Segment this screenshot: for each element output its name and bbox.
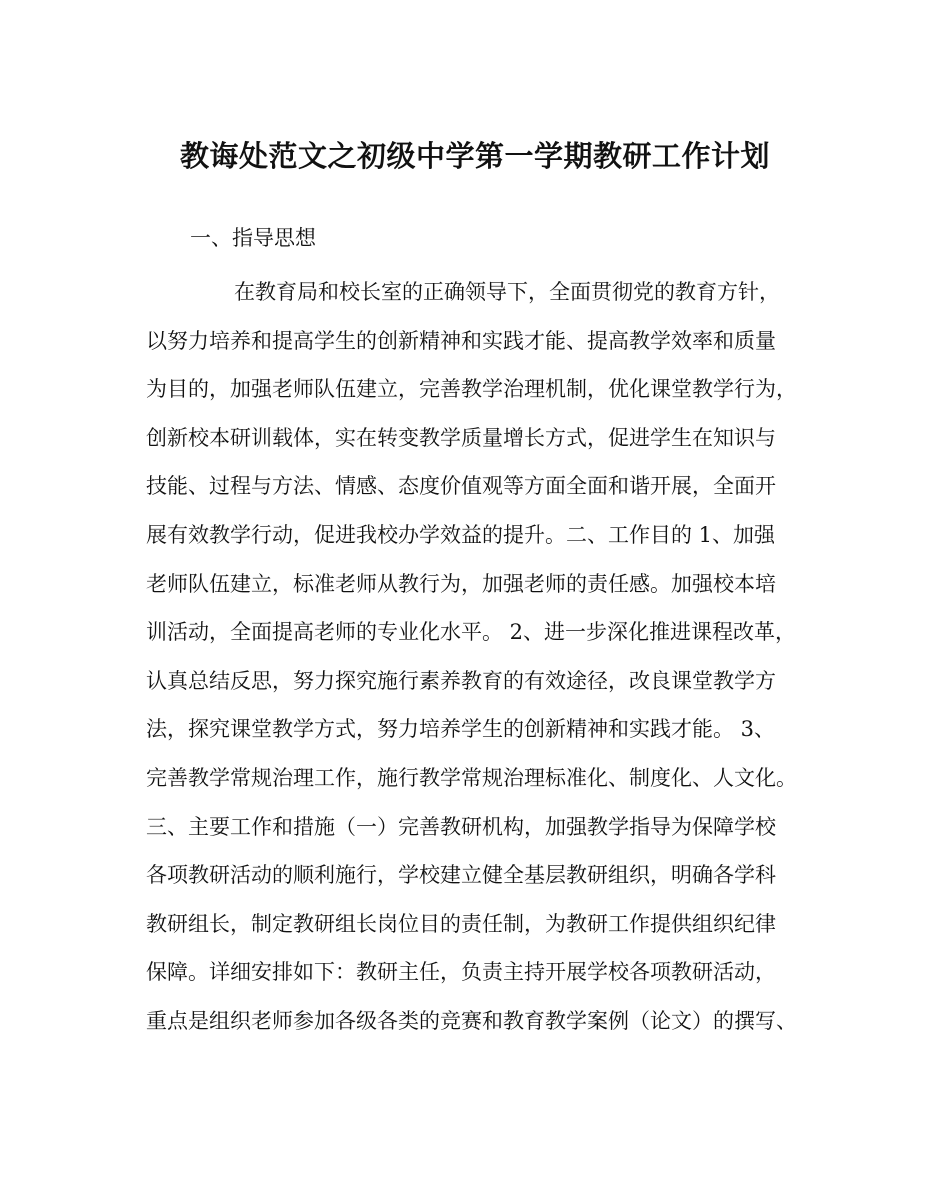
- body-line: 创新校本研训载体，实在转变教学质量增长方式，促进学生在知识与: [146, 425, 776, 450]
- body-line: 保障。详细安排如下：教研主任，负责主持开展学校各项教研活动，: [146, 960, 776, 985]
- body-line: 展有效教学行动，促进我校办学效益的提升。二、工作目的 1、加强: [146, 522, 776, 547]
- document-title: 教诲处范文之初级中学第一学期教研工作计划: [179, 139, 770, 173]
- body-line: 各项教研活动的顺利施行，学校建立健全基层教研组织，明确各学科: [146, 863, 776, 888]
- body-line: 技能、过程与方法、情感、态度价值观等方面全面和谐开展，全面开: [146, 474, 776, 499]
- body-text: [146, 268, 826, 1046]
- body-line: 法，探究课堂教学方式，努力培养学生的创新精神和实践才能。 3、: [146, 717, 776, 742]
- body-line: 为目的，加强老师队伍建立，完善教学治理机制，优化课堂教学行为，: [146, 377, 797, 402]
- body-line: 训活动，全面提高老师的专业化水平。 2、进一步深化推进课程改革，: [146, 620, 797, 645]
- body-line: 三、主要工作和措施（一）完善教研机构，加强教学指导为保障学校: [146, 814, 776, 839]
- body-line: 重点是组织老师参加各级各类的竞赛和教育教学案例（论文）的撰写、: [146, 1008, 797, 1033]
- body-line: 完善教学常规治理工作，施行教学常规治理标准化、制度化、人文化。: [146, 765, 797, 790]
- section-heading: 一、指导思想: [190, 226, 316, 250]
- body-line: 老师队伍建立，标准老师从教行为，加强老师的责任感。加强校本培: [146, 571, 776, 596]
- body-line: 认真总结反思，努力探究施行素养教育的有效途径，改良课堂教学方: [146, 668, 776, 693]
- body-line: 在教育局和校长室的正确领导下，全面贯彻党的教育方针，: [234, 280, 780, 304]
- body-line: 以努力培养和提高学生的创新精神和实践才能、提高教学效率和质量: [146, 328, 776, 353]
- body-line: 教研组长，制定教研组长岗位目的责任制，为教研工作提供组织纪律: [146, 911, 776, 936]
